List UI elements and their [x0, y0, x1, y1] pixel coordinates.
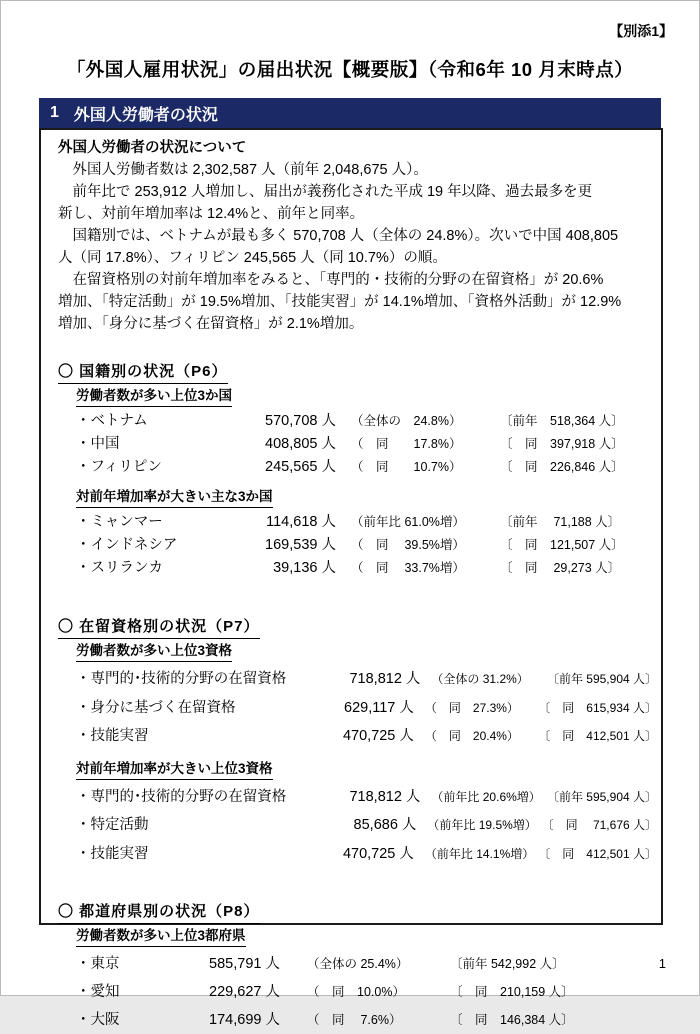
row-share: （全体の 31.2%）: [431, 672, 529, 686]
table-row: [76, 811, 657, 840]
row-label: ・東京: [76, 956, 120, 972]
row-share: （全体の 25.4%）: [307, 957, 409, 971]
row-prev: 〔 同 71,676 人〕: [541, 818, 657, 832]
row-amount: 85,686 人: [353, 817, 417, 833]
table-row: [76, 978, 657, 1006]
row-label: ・フィリピン: [76, 459, 162, 475]
row-share: （ 同 10.0%）: [307, 985, 405, 999]
summary-line: 前年比で 253,912 人増加し、届出が義務化された平成 19 年以降、過去最多を更: [58, 184, 593, 200]
row-prev: 〔 同 226,846 人〕: [500, 460, 624, 474]
group-subheading: 労働者数が多い上位3資格: [76, 641, 232, 662]
table-row: [76, 410, 657, 433]
row-amount: 114,618 人: [266, 514, 336, 530]
group-top3-status: [58, 641, 657, 751]
table-row: [76, 557, 657, 580]
row-label: ・技能実習: [76, 728, 149, 744]
table-row: [76, 534, 657, 557]
row-amount: 718,812 人: [349, 671, 421, 687]
row-prev: 〔 同 412,501 人〕: [538, 846, 657, 861]
row-amount: 570,708 人: [265, 413, 336, 429]
table-row: [76, 950, 657, 978]
section-banner: [39, 98, 661, 128]
row-amount: 408,805 人: [265, 436, 336, 452]
row-share: （前年比 19.5%増）: [427, 818, 537, 832]
group-top3-growth-status: [58, 759, 657, 869]
summary-line: 人（同 17.8%）、フィリピン 245,565 人（同 10.7%）の順。: [58, 250, 447, 266]
summary-line: 国籍別では、ベトナムが最も多く 570,708 人（全体の 24.8%）。次いで中国 408,805: [58, 228, 619, 244]
row-prev: 〔前年 595,904 人〕: [546, 672, 657, 686]
group-top3-prefectures: [58, 926, 657, 1034]
row-prev: 〔前年 518,364 人〕: [500, 414, 624, 428]
row-amount: 470,725 人: [342, 728, 414, 744]
section-residence-status: [58, 616, 657, 868]
row-share: （全体の 24.8%）: [351, 414, 462, 428]
page-number: 1: [658, 956, 666, 971]
row-amount: 169,539 人: [265, 537, 336, 553]
row-share: （ 同 27.3%）: [424, 700, 519, 715]
summary-line: 増加、「特定活動」が 19.5%増加、「技能実習」が 14.1%増加、「資格外活動」が 12.9%: [58, 294, 622, 310]
row-label: ・スリランカ: [76, 560, 163, 576]
table-row: [76, 433, 657, 456]
row-share: （ 同 7.6%）: [307, 1013, 402, 1027]
group-top3-countries: [58, 386, 657, 479]
table-row: [76, 722, 657, 751]
row-amount: 629,117 人: [344, 699, 414, 716]
section-banner-number: 1: [50, 104, 59, 121]
group-subheading: 対前年増加率が大きい上位3資格: [76, 759, 273, 780]
row-share: （ 同 39.5%増）: [351, 538, 465, 552]
row-prev: 〔 同 412,501 人〕: [538, 729, 657, 743]
summary-line: 在留資格別の対前年増加率をみると、「専門的・技術的分野の在留資格」が 20.6%: [58, 272, 604, 288]
row-share: （ 同 33.7%増）: [351, 561, 465, 575]
row-prev: 〔 同 29,273 人〕: [500, 561, 621, 575]
summary-line: 外国人労働者数は 2,302,587 人（前年 2,048,675 人）。: [58, 162, 428, 178]
summary-line: 新し、対前年増加率は 12.4%と、前年と同率。: [58, 206, 365, 222]
row-prev: 〔 同 615,934 人〕: [538, 700, 657, 715]
row-amount: 229,627 人: [209, 984, 280, 1000]
section-banner-title: 外国人労働者の状況: [73, 106, 218, 124]
row-prev: 〔 同 210,159 人〕: [450, 985, 574, 999]
table-row: [76, 840, 657, 869]
table-row: [76, 456, 657, 479]
row-label: ・ミャンマー: [76, 514, 163, 530]
row-prev: 〔 同 146,384 人〕: [450, 1013, 574, 1027]
table-row: [76, 665, 657, 694]
table-row: [76, 511, 657, 534]
row-amount: 245,565 人: [265, 459, 336, 475]
row-label: ・特定活動: [76, 817, 149, 833]
summary-paragraphs: [58, 159, 657, 335]
row-prev: 〔前年 71,188 人〕: [500, 515, 621, 529]
row-prev: 〔前年 595,904 人〕: [546, 789, 657, 804]
row-label: ・愛知: [76, 984, 120, 1000]
row-amount: 585,791 人: [209, 956, 280, 972]
group-subheading: 労働者数が多い上位3都府県: [76, 926, 246, 947]
table-row: [76, 783, 657, 812]
table-row: [76, 694, 657, 723]
row-label: ・インドネシア: [76, 537, 178, 553]
row-amount: 718,812 人: [349, 788, 421, 805]
row-amount: 470,725 人: [342, 845, 414, 862]
section-heading: 〇 在留資格別の状況（P7）: [58, 616, 260, 639]
document-title: 「外国人雇用状況」の届出状況【概要版】（令和6年 10 月末時点）: [66, 59, 634, 80]
section-heading: 〇 都道府県別の状況（P8）: [58, 901, 260, 924]
group-subheading: 対前年増加率が大きい主な3か国: [76, 487, 273, 508]
section-prefecture: [58, 901, 657, 1034]
table-row: [76, 1006, 657, 1034]
row-share: （ 同 20.4%）: [424, 729, 519, 743]
section-nationality: [58, 361, 657, 580]
row-label: ・専門的･技術的分野の在留資格: [76, 788, 287, 805]
content-box: [39, 128, 663, 1028]
row-prev: 〔 同 121,507 人〕: [500, 538, 624, 552]
group-top3-growth-countries: [58, 487, 657, 580]
row-label: ・技能実習: [76, 845, 149, 862]
summary-heading: 外国人労働者の状況について: [58, 140, 247, 156]
attachment-label: 【別添1】: [609, 23, 673, 39]
row-amount: 39,136 人: [273, 560, 336, 576]
row-share: （前年比 20.6%増）: [431, 789, 541, 804]
group-subheading: 労働者数が多い上位3か国: [76, 386, 232, 407]
summary-line: 増加、「身分に基づく在留資格」が 2.1%増加。: [58, 316, 364, 332]
row-label: ・ベトナム: [76, 413, 148, 429]
row-share: （前年比 61.0%増）: [351, 515, 465, 529]
section-heading: 〇 国籍別の状況（P6）: [58, 361, 228, 384]
row-prev: 〔前年 542,992 人〕: [450, 957, 565, 971]
row-share: （ 同 17.8%）: [351, 437, 462, 451]
row-prev: 〔 同 397,918 人〕: [500, 437, 624, 451]
row-label: ・身分に基づく在留資格: [76, 699, 236, 716]
row-label: ・中国: [76, 436, 120, 452]
row-share: （ 同 10.7%）: [351, 460, 462, 474]
row-label: ・専門的･技術的分野の在留資格: [76, 671, 287, 687]
row-amount: 174,699 人: [209, 1012, 280, 1028]
row-share: （前年比 14.1%増）: [424, 846, 535, 861]
row-label: ・大阪: [76, 1012, 120, 1028]
